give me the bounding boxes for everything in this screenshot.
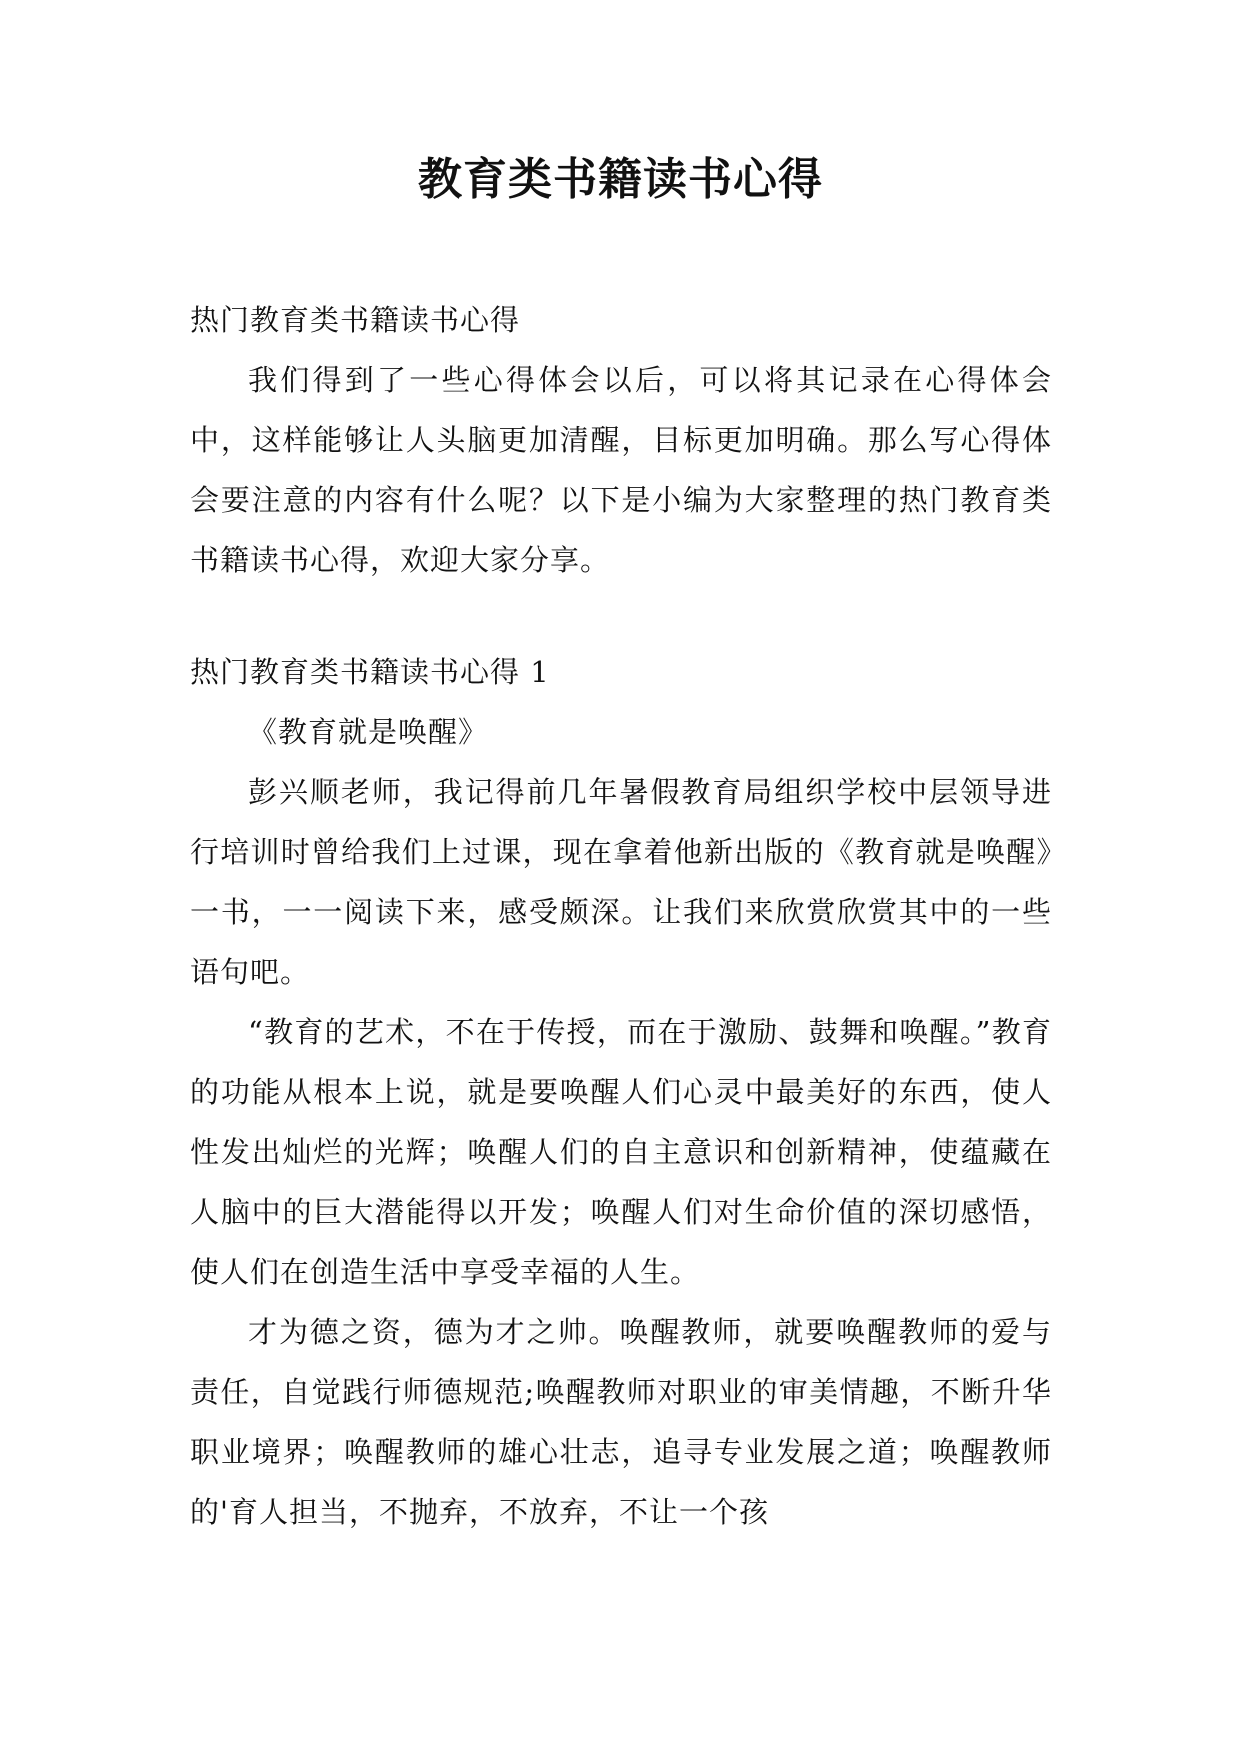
body-paragraph-3: 才为德之资，德为才之帅。唤醒教师，就要唤醒教师的爱与责任，自觉践行师德规范;唤醒教师对职业的审美情趣，不断升华职业境界；唤醒教师的雄心壮志，追寻专业发展之道；唤醒教师的'育人担当，不抛弃，不放弃，不让一个孩: [190, 1315, 1052, 1529]
intro-heading: 热门教育类书籍读书心得: [190, 303, 521, 337]
section-heading: 热门教育类书籍读书心得 1: [190, 655, 550, 689]
body-paragraph-1: 彭兴顺老师，我记得前几年暑假教育局组织学校中层领导进行培训时曾给我们上过课，现在拿着他新出版的《教育就是唤醒》一书，一一阅读下来，感受颇深。让我们来欣赏欣赏其中的一些语句吧。: [190, 775, 1052, 989]
document-body: [190, 290, 1052, 1542]
section-spacer: [190, 590, 1052, 642]
book-title: 《教育就是唤醒》: [248, 715, 489, 749]
document-title: 教育类书籍读书心得: [418, 154, 823, 205]
body-paragraph-2: “教育的艺术，不在于传授，而在于激励、鼓舞和唤醒。”教育的功能从根本上说，就是要唤醒人们心灵中最美好的东西，使人性发出灿烂的光辉；唤醒人们的自主意识和创新精神，使蕴藏在人脑中的巨大潜能得以开发；唤醒人们对生命价值的深切感悟，使人们在创造生活中享受幸福的人生。: [190, 1015, 1052, 1289]
intro-paragraph: 我们得到了一些心得体会以后，可以将其记录在心得体会中，这样能够让人头脑更加清醒，目标更加明确。那么写心得体会要注意的内容有什么呢？以下是小编为大家整理的热门教育类书籍读书心得，欢迎大家分享。: [190, 363, 1052, 577]
